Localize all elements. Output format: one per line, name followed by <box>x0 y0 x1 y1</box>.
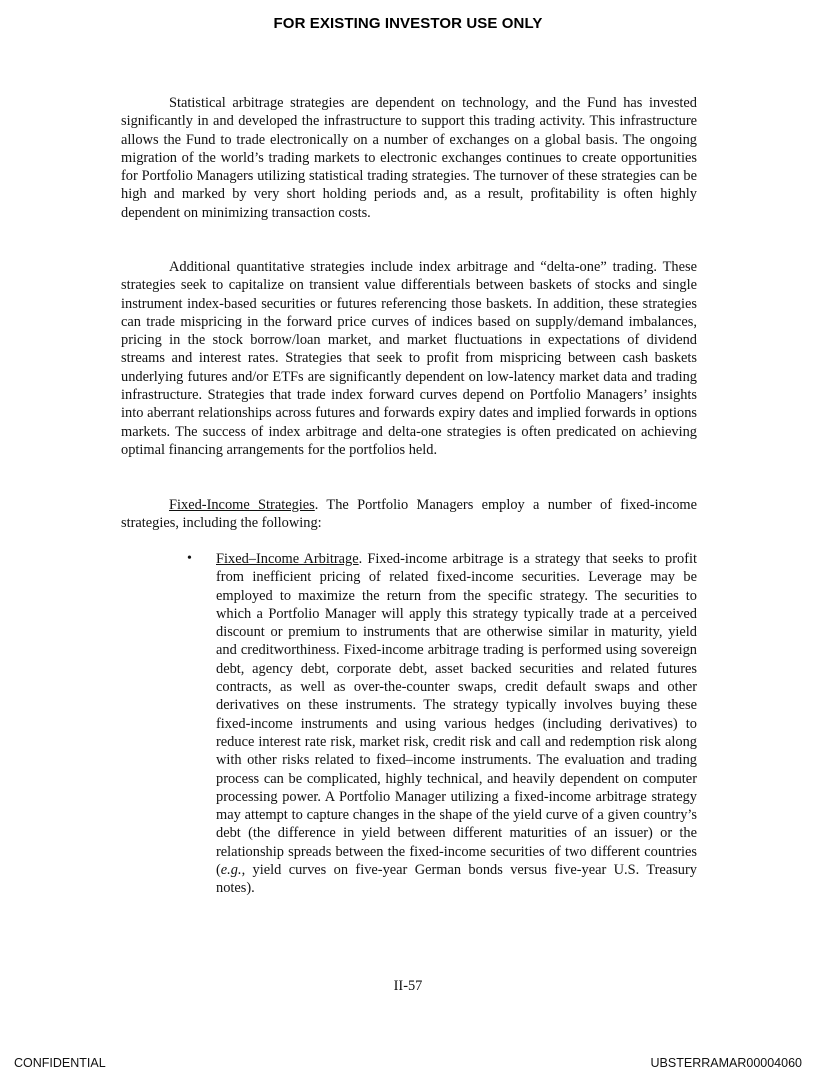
paragraph-text: Statistical arbitrage strategies are dependent on technology, and the Fund has invested significantly in and developed the infrastructure to support this trading activity. This infrastructure allows the Fund to trade electronically on a number of exchanges on a global basis. The ongoing migration of the world’s trading markets to electronic exchanges continues to create opportunities for Portfolio Managers utilizing statistical trading strategies. The turnover of these strategies can be high and marked by very short holding periods and, as a result, profitability is often highly dependent on minimizing transaction costs. <box>121 95 697 221</box>
bullet-heading: Fixed–Income Arbitrage <box>216 551 359 567</box>
section-heading-fixed-income: Fixed-Income Strategies <box>169 497 315 513</box>
bullet-text <box>216 550 697 898</box>
page-number: II-57 <box>393 978 423 994</box>
bullet-marker: • <box>187 551 192 566</box>
paragraph-text: Additional quantitative strategies include index arbitrage and “delta-one” trading. These strategies seek to capitalize on transient value differentials between baskets of stocks and single instrument index-based securities or futures referencing those baskets. In addition, these strategies can trade mispricing in the forward price curves of indices based on supply/demand imbalances, pricing in the stock borrow/loan market, and market fluctuations in expectations of dividend streams and interest rates. Strategies that seek to profit from mispricing between cash baskets underlying futures and/or ETFs are significantly dependent on low-latency market data and trading infrastructure. Strategies that trade index forward curves depend on Portfolio Managers’ insights into aberrant relationships across futures and forwards expiry dates and implied forwards in options markets. The success of index arbitrage and delta-one strategies is often predicated on achieving optimal financing arrangements for the portfolios held. <box>121 259 697 458</box>
paragraph-index-arbitrage <box>121 258 697 459</box>
bullet-body-a: . Fixed-income arbitrage is a strategy that seeks to profit from inefficient pricing of related fixed-income securities. Leverage may be employed to maximize the return from the specific strategy. The securities to which a Portfolio Manager will apply this strategy typically trade at a perceived discount or premium to instruments that are otherwise similar in maturity, yield and creditworthiness. Fixed-income arbitrage trading is performed using sovereign debt, agency debt, corporate debt, asset backed securities and related futures contracts, as well as over-the-counter swaps, credit default swaps and other derivatives on these instruments. The strategy typically involves buying these fixed-income instruments and using various hedges (including derivatives) to reduce interest rate risk, market risk, credit risk and call and redemption risk along with other risks related to fixed–income instruments. The evaluation and trading process can be complicated, highly technical, and heavily dependent on computer processing power. A Portfolio Manager utilizing a fixed-income arbitrage strategy may attempt to capture changes in the shape of the yield curve of a given country’s debt (the difference in yield between different maturities of an issuer) or the relationship spreads between the fixed-income securities of two different countries ( <box>216 551 697 879</box>
bullet-eg: e.g. <box>220 862 242 879</box>
investor-banner: FOR EXISTING INVESTOR USE ONLY <box>273 15 543 32</box>
paragraph-statistical-arbitrage <box>121 94 697 222</box>
bates-number: UBSTERRAMAR00004060 <box>650 1056 802 1070</box>
paragraph-text: . The Portfolio Managers employ a number of fixed-income strategies, including the following: <box>121 497 697 532</box>
confidential-label: CONFIDENTIAL <box>14 1056 106 1070</box>
bullet-body-b: , yield curves on five-year German bonds versus five-year U.S. Treasury notes). <box>216 862 697 897</box>
paragraph-fixed-income-intro <box>121 496 697 533</box>
